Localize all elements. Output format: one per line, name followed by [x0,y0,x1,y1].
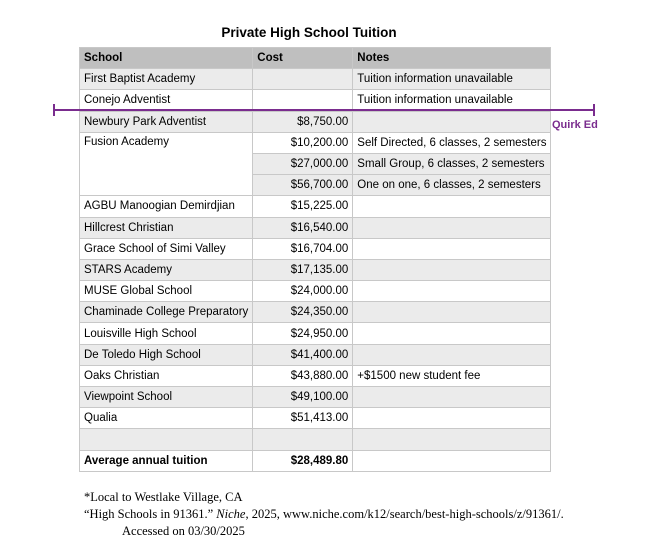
school-cell: Newbury Park Adventist [80,111,253,132]
note-cell: One on one, 6 classes, 2 semesters [353,175,551,196]
school-cell: AGBU Manoogian Demirdjian [80,196,253,217]
note-cell [353,408,551,429]
table-row [80,90,551,111]
marker-right-cap [593,104,595,116]
cost-cell: $43,880.00 [253,365,353,386]
cost-cell: $51,413.00 [253,408,353,429]
school-cell: De Toledo High School [80,344,253,365]
column-header-notes: Notes [353,48,551,69]
table-header-row [80,48,551,69]
cost-cell: $10,200.00 [253,132,353,153]
quirk-ed-marker-label: Quirk Ed [552,119,598,131]
note-cell [353,387,551,408]
note-cell [353,111,551,132]
school-cell: Hillcrest Christian [80,217,253,238]
table-row [80,238,551,259]
note-cell [353,238,551,259]
note-cell: Self Directed, 6 classes, 2 semesters [353,132,551,153]
note-cell [353,259,551,280]
table-row [80,69,551,90]
school-cell: Viewpoint School [80,387,253,408]
school-cell: Chaminade College Preparatory [80,302,253,323]
note-cell [353,302,551,323]
table-row [80,408,551,429]
marker-left-cap [53,104,55,116]
cost-cell: $41,400.00 [253,344,353,365]
cost-cell: $49,100.00 [253,387,353,408]
table-row [80,387,551,408]
cost-cell: $24,350.00 [253,302,353,323]
note-cell [353,196,551,217]
table-row [80,429,551,450]
school-cell: Fusion Academy [80,132,253,196]
page-title: Private High School Tuition [221,25,397,40]
note-cell [353,281,551,302]
citation-source: Niche [216,507,246,521]
table-row [80,217,551,238]
school-cell: MUSE Global School [80,281,253,302]
table-row [80,281,551,302]
column-header-school: School [80,48,253,69]
school-cell: STARS Academy [80,259,253,280]
cost-cell: $24,950.00 [253,323,353,344]
note-cell: Tuition information unavailable [353,90,551,111]
table-row [80,111,551,132]
table-row [80,344,551,365]
note-cell [353,429,551,450]
column-header-cost: Cost [253,48,353,69]
cost-cell [253,429,353,450]
cost-cell: $8,750.00 [253,111,353,132]
table-row [80,259,551,280]
table-row [80,365,551,386]
average-row [80,450,551,471]
school-cell: Qualia [80,408,253,429]
cost-cell: $17,135.00 [253,259,353,280]
cost-cell [253,90,353,111]
school-cell: Conejo Adventist [80,90,253,111]
footnotes [84,489,564,540]
table-row [80,196,551,217]
table-row [80,132,551,153]
cost-cell: $16,540.00 [253,217,353,238]
note-cell [353,217,551,238]
average-value: $28,489.80 [253,450,353,471]
school-cell: Oaks Christian [80,365,253,386]
note-cell [353,450,551,471]
table-row [80,323,551,344]
school-cell [80,429,253,450]
cost-cell [253,69,353,90]
cost-cell: $56,700.00 [253,175,353,196]
school-cell: Grace School of Simi Valley [80,238,253,259]
note-cell: Tuition information unavailable [353,69,551,90]
table-row [80,302,551,323]
citation-pre: “High Schools in 91361.” [84,507,217,521]
cost-cell: $16,704.00 [253,238,353,259]
local-footnote: *Local to Westlake Village, CA [84,490,243,504]
cost-cell: $15,225.00 [253,196,353,217]
note-cell: +$1500 new student fee [353,365,551,386]
school-cell: First Baptist Academy [80,69,253,90]
citation-post: , 2025, www.niche.com/k12/search/best-high-schools/z/91361/. [245,507,564,521]
accessed-date: Accessed on 03/30/2025 [122,524,245,538]
quirk-ed-marker-line [53,109,595,111]
average-label: Average annual tuition [80,450,253,471]
cost-cell: $27,000.00 [253,153,353,174]
note-cell: Small Group, 6 classes, 2 semesters [353,153,551,174]
school-cell: Louisville High School [80,323,253,344]
cost-cell: $24,000.00 [253,281,353,302]
note-cell [353,344,551,365]
citation [84,506,564,523]
note-cell [353,323,551,344]
